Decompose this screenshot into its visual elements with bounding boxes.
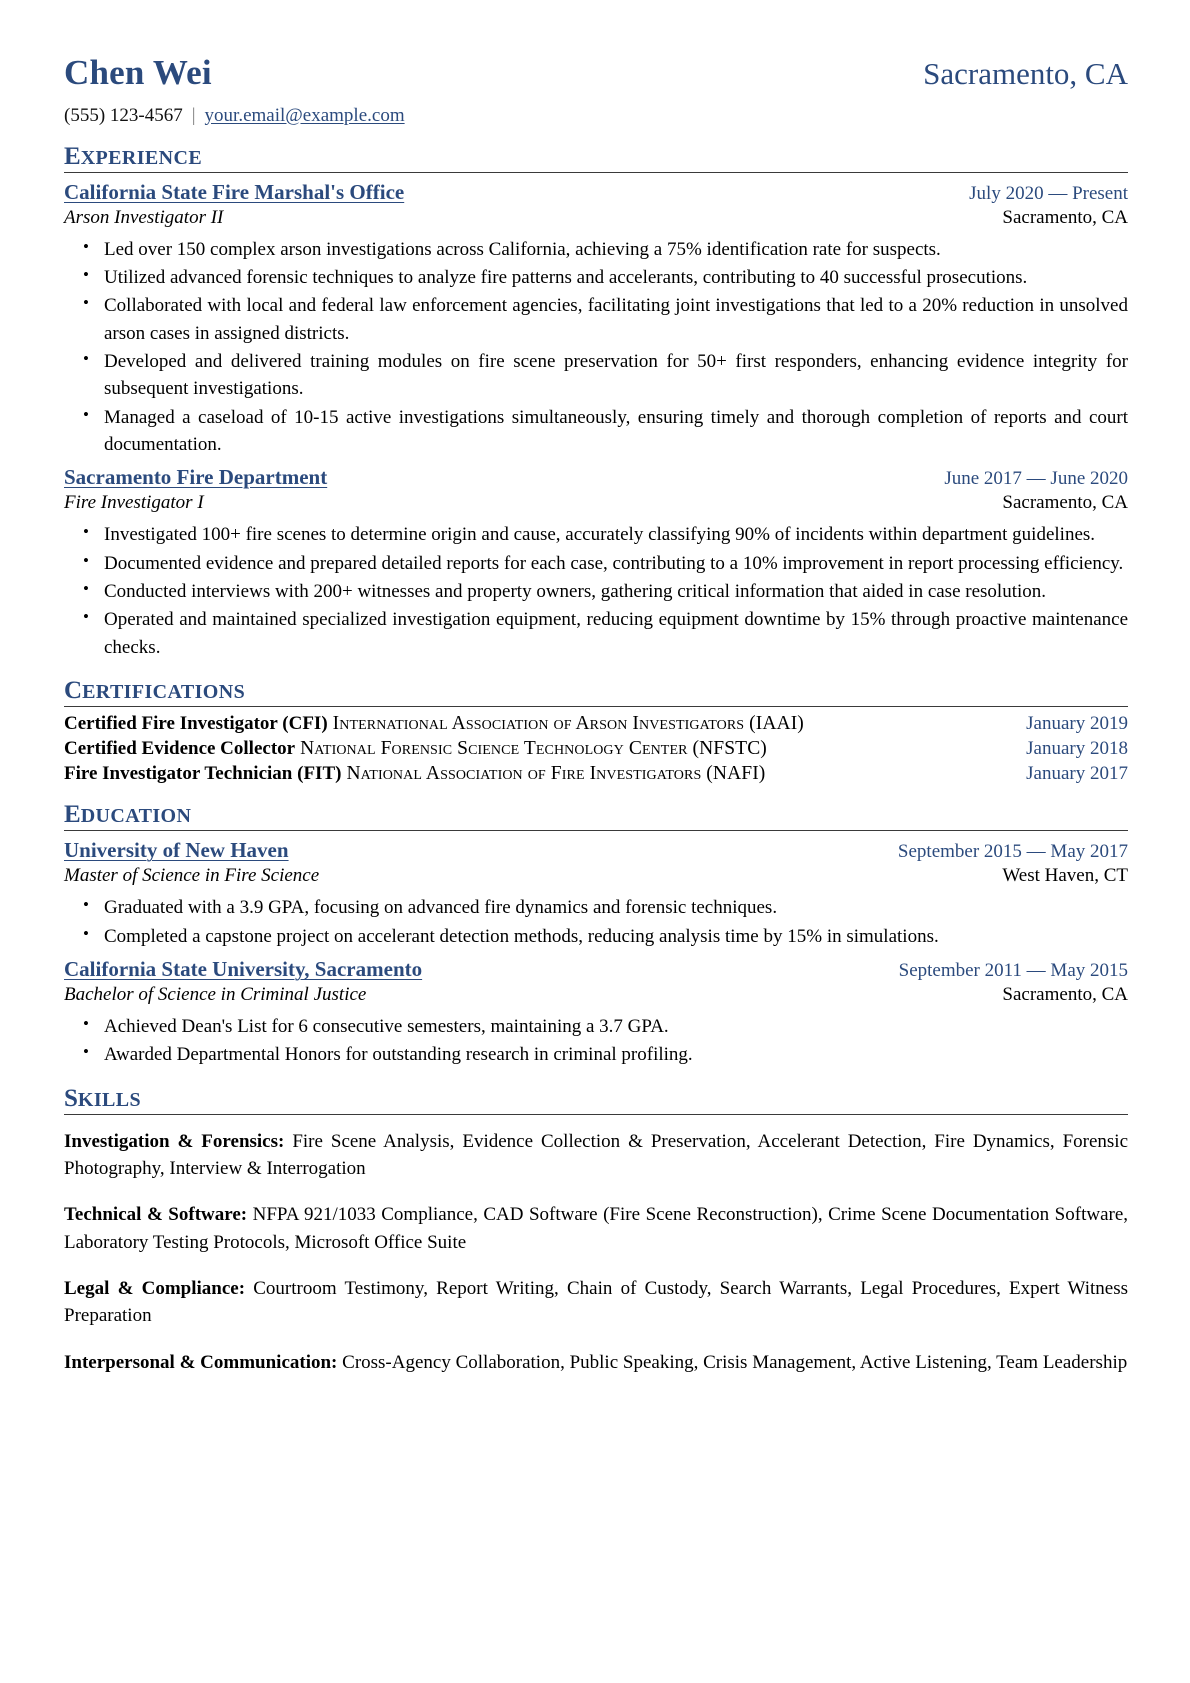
degree-title: Bachelor of Science in Criminal Justice <box>64 983 367 1005</box>
bullet-item: • Utilized advanced forensic techniques to analyze fire patterns and accelerants, contributing to 40 successful prosecutions. <box>102 264 1128 291</box>
employer-name[interactable]: California State Fire Marshal's Office <box>64 179 405 204</box>
bullet-item: • Documented evidence and prepared detailed reports for each case, contributing to a 10% improvement in report processing efficiency. <box>102 550 1128 577</box>
certification-name: Certified Fire Investigator (CFI) <box>64 713 328 735</box>
entry-subtitle-row <box>64 984 1128 1006</box>
certification-organization: National Association of Fire Investigators (NAFI) <box>346 763 766 785</box>
heading-initial: E <box>64 142 81 170</box>
section-skills <box>64 1086 1128 1377</box>
certification-left <box>64 738 1008 760</box>
certification-date: January 2019 <box>1026 713 1128 735</box>
certification-row <box>64 713 1128 735</box>
skill-category-label: Interpersonal & Communication: <box>64 1351 338 1373</box>
bullet-item: • Achieved Dean's List for 6 consecutive semesters, maintaining a 3.7 GPA. <box>102 1013 1128 1040</box>
experience-bullet-list <box>64 521 1128 661</box>
education-bullet-list <box>64 1013 1128 1069</box>
bullet-item: • Led over 150 complex arson investigations across California, achieving a 75% identification rate for suspects. <box>102 236 1128 263</box>
entry-title-row <box>64 957 1128 982</box>
job-location: Sacramento, CA <box>1002 206 1128 228</box>
employment-dates: July 2020 — Present <box>969 182 1128 204</box>
certification-left <box>64 713 1008 735</box>
skill-items: Cross-Agency Collaboration, Public Speaking, Crisis Management, Active Listening, Team Leadership <box>342 1351 1128 1373</box>
job-title: Fire Investigator I <box>64 492 204 514</box>
education-bullet-list <box>64 894 1128 950</box>
entry-subtitle-row <box>64 865 1128 887</box>
certification-name: Certified Evidence Collector <box>64 738 296 760</box>
school-name[interactable]: University of New Haven <box>64 838 289 863</box>
degree-title: Master of Science in Fire Science <box>64 865 320 887</box>
section-heading-experience <box>64 144 1128 173</box>
candidate-location: Sacramento, CA <box>923 56 1128 91</box>
skill-group <box>64 1201 1128 1256</box>
section-heading-certifications <box>64 678 1128 707</box>
bullet-item: • Collaborated with local and federal law enforcement agencies, facilitating joint investigations that led to a 20% reduction in unsolved arson cases in assigned districts. <box>102 292 1128 347</box>
certification-organization: National Forensic Science Technology Center (NFSTC) <box>300 738 767 760</box>
education-dates: September 2015 — May 2017 <box>897 841 1128 863</box>
education-entry <box>64 957 1128 1069</box>
job-location: Sacramento, CA <box>1002 492 1128 514</box>
section-education <box>64 802 1128 1068</box>
skill-group <box>64 1275 1128 1330</box>
school-location: Sacramento, CA <box>1002 983 1128 1005</box>
skill-items: Courtroom Testimony, Report Writing, Chain of Custody, Search Warrants, Legal Procedures, Expert Witness Preparation <box>64 1278 1129 1327</box>
entry-title-row <box>64 180 1128 205</box>
section-heading-skills <box>64 1086 1128 1115</box>
skill-items: NFPA 921/1033 Compliance, CAD Software (Fire Scene Reconstruction), Crime Scene Documentation Software, Laboratory Testing Protocols, Microsoft Office Suite <box>64 1204 1129 1253</box>
employer-name[interactable]: Sacramento Fire Department <box>64 465 328 490</box>
section-certifications <box>64 678 1128 785</box>
bullet-item: • Graduated with a 3.9 GPA, focusing on advanced fire dynamics and forensic techniques. <box>102 894 1128 921</box>
education-entry <box>64 838 1128 950</box>
skill-group <box>64 1349 1128 1376</box>
certification-row <box>64 763 1128 785</box>
heading-rest: KILLS <box>77 1088 142 1111</box>
certification-left <box>64 763 1008 785</box>
resume-header <box>64 54 1128 93</box>
section-heading-education <box>64 802 1128 831</box>
contact-separator: | <box>191 104 196 126</box>
skill-category-label: Investigation & Forensics: <box>64 1130 285 1152</box>
bullet-item: • Developed and delivered training modules on fire scene preservation for 50+ first responders, enhancing evidence integrity for subsequent investigations. <box>102 348 1128 403</box>
bullet-item: • Awarded Departmental Honors for outstanding research in criminal profiling. <box>102 1041 1128 1068</box>
entry-title-row <box>64 838 1128 863</box>
certification-organization: International Association of Arson Investigators (IAAI) <box>332 713 804 735</box>
heading-initial: C <box>64 677 83 705</box>
candidate-name: Chen Wei <box>64 53 212 92</box>
certification-date: January 2018 <box>1026 738 1128 760</box>
experience-entry <box>64 180 1128 459</box>
school-name[interactable]: California State University, Sacramento <box>64 956 423 981</box>
experience-entry <box>64 465 1128 661</box>
bullet-item: • Managed a caseload of 10-15 active investigations simultaneously, ensuring timely and thorough completion of reports and court documentation. <box>102 404 1128 459</box>
school-location: West Haven, CT <box>1002 865 1128 887</box>
certification-date: January 2017 <box>1026 763 1128 785</box>
bullet-item: • Investigated 100+ fire scenes to determine origin and cause, accurately classifying 90% of incidents within department guidelines. <box>102 521 1128 548</box>
job-title: Arson Investigator II <box>64 206 224 228</box>
entry-title-row <box>64 465 1128 490</box>
contact-line <box>64 105 1128 127</box>
entry-subtitle-row <box>64 207 1128 229</box>
bullet-item: • Completed a capstone project on accelerant detection methods, reducing analysis time by 15% in simulations. <box>102 923 1128 950</box>
skill-category-label: Technical & Software: <box>64 1204 248 1226</box>
heading-initial: E <box>64 801 81 829</box>
section-experience <box>64 144 1128 662</box>
experience-bullet-list <box>64 236 1128 459</box>
skill-items: Fire Scene Analysis, Evidence Collection & Preservation, Accelerant Detection, Fire Dynamics, Forensic Photography, Interview & Interrogation <box>64 1130 1129 1179</box>
phone-number: (555) 123-4567 <box>64 104 183 126</box>
bullet-item: • Operated and maintained specialized investigation equipment, reducing equipment downtime by 15% through proactive maintenance checks. <box>102 606 1128 661</box>
education-dates: September 2011 — May 2015 <box>898 959 1128 981</box>
heading-rest: XPERIENCE <box>80 146 203 169</box>
bullet-item: • Conducted interviews with 200+ witnesses and property owners, gathering critical information that aided in case resolution. <box>102 578 1128 605</box>
certification-name: Fire Investigator Technician (FIT) <box>64 763 342 785</box>
employment-dates: June 2017 — June 2020 <box>944 468 1128 490</box>
certification-row <box>64 738 1128 760</box>
heading-rest: ERTIFICATIONS <box>82 681 246 704</box>
heading-rest: DUCATION <box>80 805 192 828</box>
skill-category-label: Legal & Compliance: <box>64 1278 246 1300</box>
skill-group <box>64 1128 1128 1183</box>
heading-initial: S <box>64 1084 78 1112</box>
entry-subtitle-row <box>64 492 1128 514</box>
email-link[interactable]: your.email@example.com <box>204 104 405 126</box>
